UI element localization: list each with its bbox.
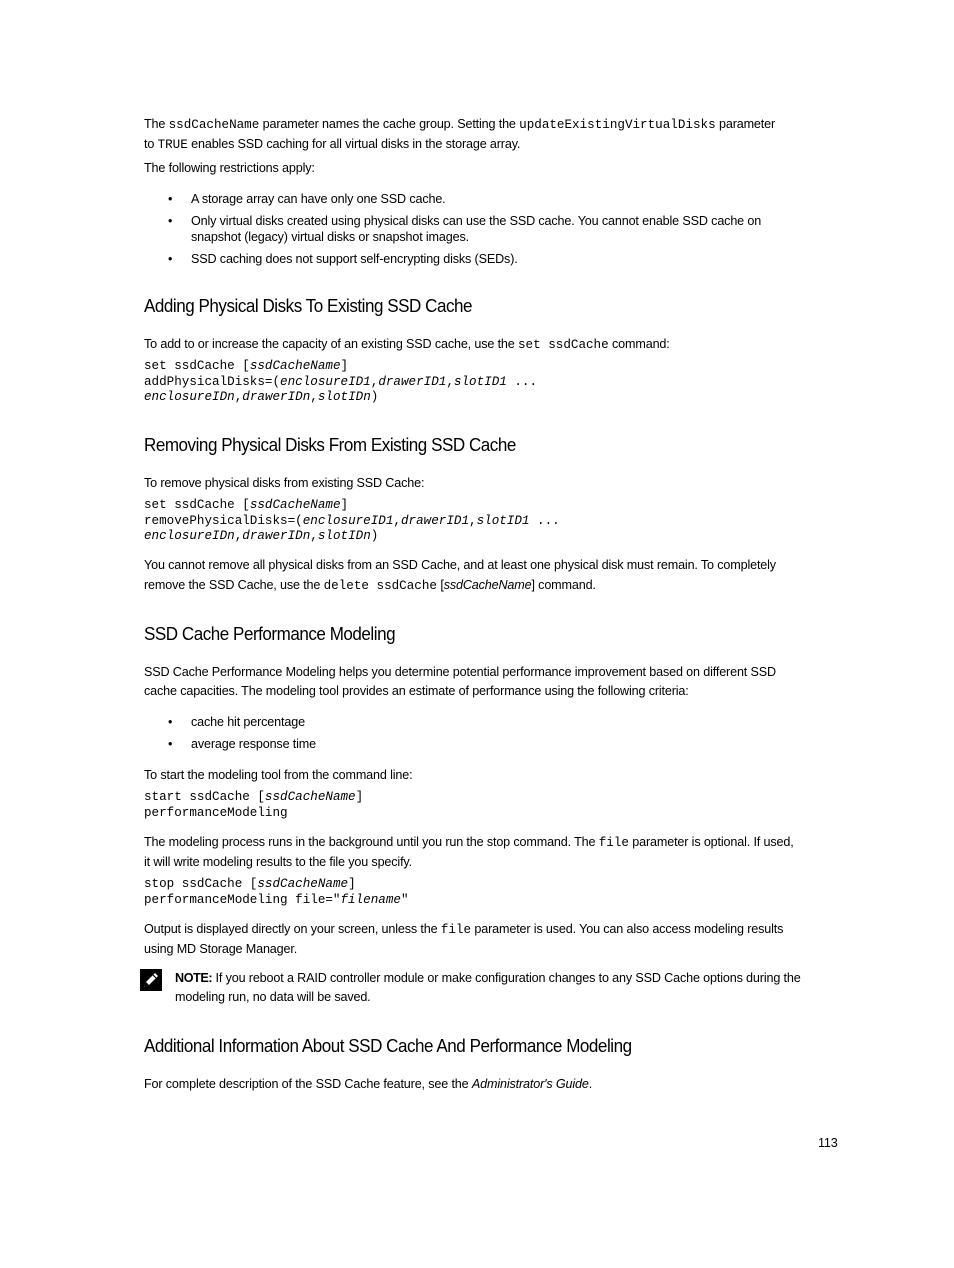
text-run: command: [608,337,670,351]
criteria-list [168,714,316,758]
intro-paragraph-line-1 [144,114,775,135]
code-text: , [310,529,318,543]
code-param: enclosureIDn [144,529,235,543]
code-param: ssdCacheName [264,790,356,804]
code-text: ) [370,529,379,543]
code-text: ] [340,359,349,373]
list-item [168,251,761,273]
text-run: The [144,117,169,131]
code-text: ... [529,513,560,528]
modeling-start-code-block [144,790,363,821]
heading-performance-modeling: SSD Cache Performance Modeling [144,623,396,644]
code-text: , [234,390,243,404]
heading-additional-information: Additional Information About SSD Cache And Performance Modeling [144,1035,632,1056]
note-line-1 [175,968,801,988]
note-pencil-icon [140,969,162,991]
code-text: , [370,374,379,389]
modeling-output-line-1 [144,919,783,940]
text-run: enables SSD caching for all virtual disks in the storage array. [187,137,521,151]
modeling-stop-code-block [144,877,409,908]
code-param: drawerIDn [242,529,311,543]
text-run: For complete description of the SSD Cache feature, see the [144,1077,472,1091]
guide-title: Administrator's Guide [471,1077,589,1091]
list-item-text: cache hit percentage [191,715,305,729]
heading-removing-physical-disks: Removing Physical Disks From Existing SSD Cache [144,434,516,455]
code-param: enclosureIDn [144,390,235,404]
code-param: enclosureID1 [280,374,371,389]
code-text: set ssdCache [ [144,498,250,512]
adding-code-block [144,359,537,406]
code-text: ... [506,374,538,389]
code-param: ssdCacheName [257,877,349,891]
code-text: ] [355,790,364,804]
code-text: " [400,892,409,907]
list-item [168,213,762,251]
code-true: TRUE [157,138,188,152]
intro-paragraph-line-2 [144,134,520,155]
removing-note-line-1: You cannot remove all physical disks from an SSD Cache, and at least one physical disk must remain. To completely [144,558,776,572]
code-updateexistingvirtualdisks: updateExistingVirtualDisks [519,118,716,132]
code-text: ] [340,498,349,512]
text-run: to [144,137,158,151]
code-text: start ssdCache [ [144,790,265,804]
modeling-paragraph-line-2: cache capacities. The modeling tool provides an estimate of performance using the following criteria: [144,684,689,698]
code-param: ssdCacheName [249,498,341,512]
list-item [168,714,316,736]
bullet-icon: • [168,192,173,206]
modeling-paragraph-line-1: SSD Cache Performance Modeling helps you determine potential performance improvement based on different SSD [144,665,776,679]
bullet-icon: • [168,252,173,266]
text-run: parameter is used. You can also access modeling results [471,922,784,936]
code-param: enclosureID1 [302,513,394,528]
code-param: slotIDn [317,529,371,543]
code-param: drawerID1 [400,513,470,528]
adding-paragraph [144,334,670,355]
list-item-text: A storage array can have only one SSD cache. [191,192,446,206]
code-set-ssdcache: set ssdCache [517,338,609,352]
code-text: ] [348,877,356,891]
list-item [168,191,761,213]
code-text: , [234,529,243,543]
list-item [168,736,316,758]
code-text: , [393,513,401,528]
code-text: , [310,390,318,404]
text-run: parameter names the cache group. Setting the [259,117,520,131]
removing-note-line-2 [144,575,596,596]
code-ssdcachename: ssdCacheName [168,118,260,132]
code-file: file [440,923,472,937]
list-item-text: SSD caching does not support self-encrypting disks (SEDs). [191,252,518,266]
text-run: . [588,1077,593,1091]
page-number: 113 [818,1136,838,1150]
note-line-2: modeling run, no data will be saved. [175,990,371,1004]
code-text: performanceModeling file=" [144,892,341,907]
text-run: The modeling process runs in the background until you run the stop command. The [144,835,599,849]
code-param: filename [340,892,401,907]
code-text: addPhysicalDisks=( [144,374,281,389]
bullet-icon: • [168,214,173,228]
text-run: If you reboot a RAID controller module or make configuration changes to any SSD Cache options during the [212,971,801,985]
modeling-process-line-2: it will write modeling results to the file you specify. [144,855,412,869]
italic-param: ssdCacheName [443,578,532,592]
text-run: To add to or increase the capacity of an existing SSD cache, use the [144,337,518,351]
code-text: set ssdCache [ [144,359,250,373]
additional-paragraph [144,1074,592,1094]
code-delete-ssdcache: delete ssdCache [323,579,437,593]
removing-paragraph: To remove physical disks from existing SSD Cache: [144,476,425,490]
note-label: NOTE: [175,971,213,985]
code-text: , [446,374,454,389]
code-text: , [469,513,477,528]
modeling-start-intro: To start the modeling tool from the command line: [144,768,413,782]
modeling-process-line-1 [144,832,794,853]
text-run: ] command. [531,578,596,592]
list-item-text: snapshot (legacy) virtual disks or snapshot images. [191,230,469,244]
code-param: slotID1 [453,374,507,389]
list-item-text: average response time [191,737,316,751]
code-text: removePhysicalDisks=( [144,513,303,528]
code-param: drawerID1 [378,374,447,389]
bullet-icon: • [168,715,173,729]
heading-adding-physical-disks: Adding Physical Disks To Existing SSD Cache [144,295,473,316]
restrictions-intro: The following restrictions apply: [144,161,315,175]
text-run: parameter [715,117,776,131]
text-run: [ [436,578,444,592]
list-item-text: Only virtual disks created using physical disks can use the SSD cache. You cannot enable SSD cache on [191,214,762,228]
text-run: parameter is optional. If used, [628,835,794,849]
code-param: ssdCacheName [249,359,341,373]
code-param: drawerIDn [242,390,311,404]
text-run: Output is displayed directly on your screen, unless the [144,922,441,936]
code-text: stop ssdCache [ [144,877,258,891]
text-run: remove the SSD Cache, use the [144,578,324,592]
bullet-icon: • [168,737,173,751]
code-param: slotID1 [476,513,530,528]
code-text: ) [370,390,379,404]
code-param: slotIDn [317,390,371,404]
code-file: file [598,836,629,850]
code-text: performanceModeling [144,805,288,820]
restrictions-list [168,191,762,273]
removing-code-block [144,498,560,545]
modeling-output-line-2: using MD Storage Manager. [144,942,298,956]
